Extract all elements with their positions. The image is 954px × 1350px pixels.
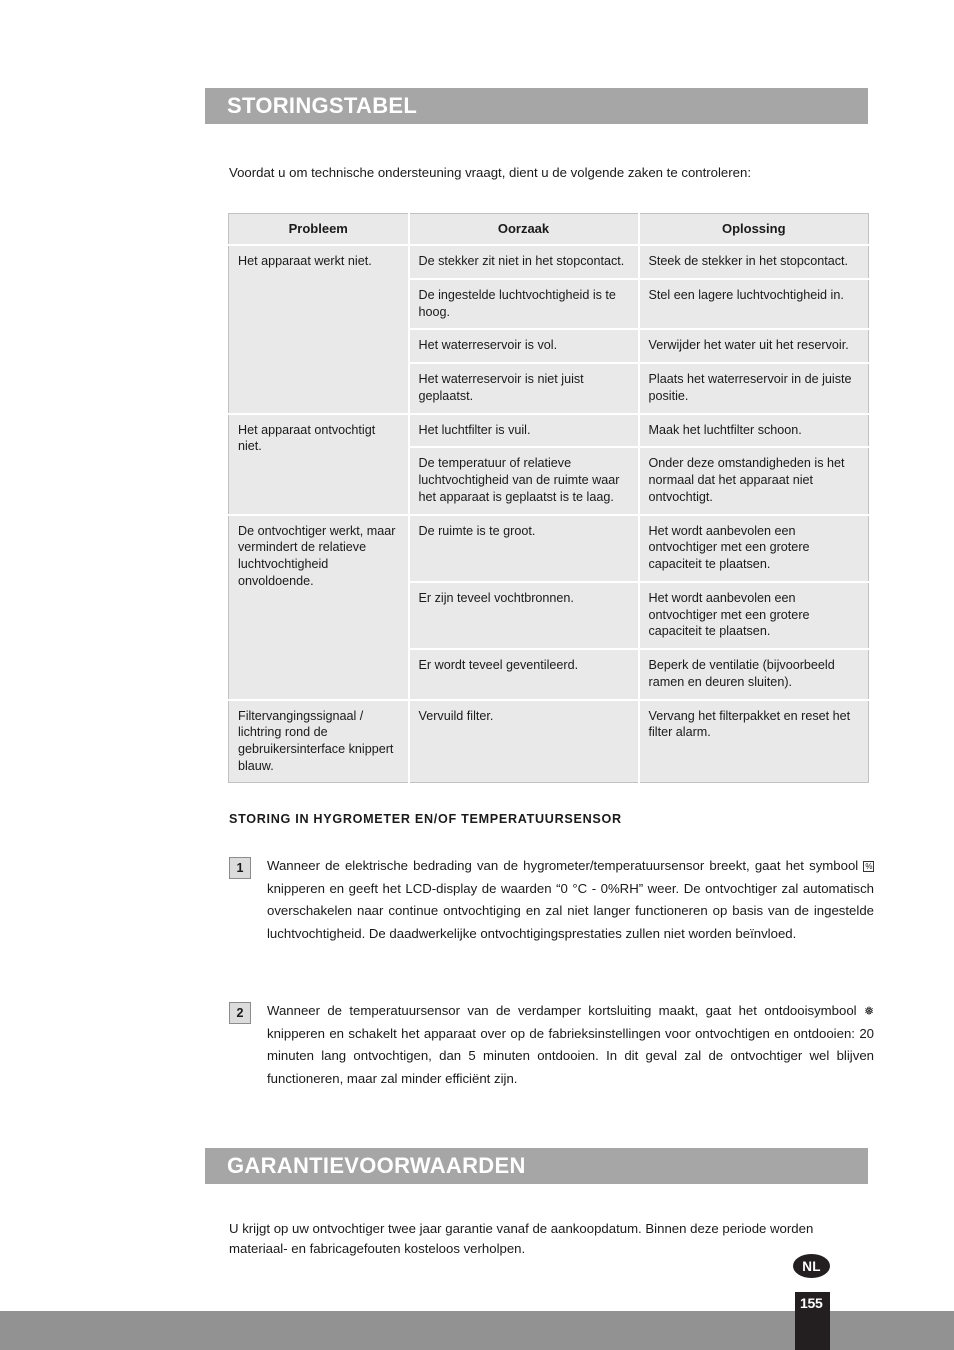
item-number-badge: 2 <box>229 1002 251 1024</box>
column-header-problem: Probleem <box>229 214 409 246</box>
table-row <box>229 245 869 279</box>
cell-problem: De ontvochtiger werkt, maar vermindert de relatieve luchtvochtigheid onvoldoende. <box>229 515 409 700</box>
cell-cause: Het luchtfilter is vuil. <box>409 414 639 448</box>
cell-solution: Steek de stekker in het stopcontact. <box>639 245 869 279</box>
cell-solution: Beperk de ventilatie (bijvoorbeeld ramen en deuren sluiten). <box>639 649 869 699</box>
cell-solution: Stel een lagere luchtvochtigheid in. <box>639 279 869 329</box>
column-header-solution: Oplossing <box>639 214 869 246</box>
table-row <box>229 414 869 448</box>
snowflake-defrost-icon: ❅ <box>863 1004 874 1018</box>
section-header-warranty <box>205 1148 868 1184</box>
cell-solution: Verwijder het water uit het reservoir. <box>639 329 869 363</box>
numbered-item-2 <box>229 1000 874 1091</box>
subsection-heading-sensor-failure: STORING IN HYGROMETER EN/OF TEMPERATUURSENSOR <box>229 812 622 826</box>
cell-cause: Er zijn teveel vochtbronnen. <box>409 582 639 649</box>
table-row <box>229 700 869 783</box>
item-number-badge: 1 <box>229 857 251 879</box>
cell-solution: Onder deze omstandigheden is het normaal dat het apparaat niet ontvochtigt. <box>639 447 869 514</box>
item-text-1 <box>267 855 874 946</box>
cell-solution: Maak het luchtfilter schoon. <box>639 414 869 448</box>
cell-cause: De ingestelde luchtvochtigheid is te hoog. <box>409 279 639 329</box>
table-row <box>229 515 869 582</box>
cell-problem: Het apparaat ontvochtigt niet. <box>229 414 409 515</box>
cell-cause: Het waterreservoir is niet juist geplaatst. <box>409 363 639 413</box>
item-text-after-glyph: knipperen en schakelt het apparaat over op de fabrieksinstellingen voor ontvochtigen en ontdooien: 20 minuten lang ontvochtigen, dan 5 minuten ontdooien. In dit geval zal de ontvochtiger wel blijven functioneren, maar zal minder efficiënt zijn. <box>267 1025 874 1087</box>
troubleshooting-table-wrap <box>228 213 868 783</box>
cell-cause: De ruimte is te groot. <box>409 515 639 582</box>
table-header-row <box>229 214 869 246</box>
cell-cause: Het waterreservoir is vol. <box>409 329 639 363</box>
cell-cause: Vervuild filter. <box>409 700 639 783</box>
troubleshooting-table <box>228 213 869 783</box>
cell-solution: Het wordt aanbevolen een ontvochtiger met een grotere capaciteit te plaatsen. <box>639 582 869 649</box>
page-number: 155 <box>800 1295 823 1311</box>
cell-solution: Vervang het filterpakket en reset het filter alarm. <box>639 700 869 783</box>
item-text-before-glyph: Wanneer de temperatuursensor van de verdamper kortsluiting maakt, gaat het ontdooisymbool <box>267 1003 864 1018</box>
section-title-troubleshooting: STORINGSTABEL <box>227 93 418 118</box>
cell-solution: Plaats het waterreservoir in de juiste positie. <box>639 363 869 413</box>
item-text-after-glyph: knipperen en geeft het LCD-display de waarden “0 °C - 0%RH” weer. De ontvochtiger zal automatisch overschakelen naar continue ontvochtiging en zal niet langer functioneren op basis van de ingestelde luchtvochtigheid. De daadwerkelijke ontvochtigingsprestaties zullen niet worden beïnvloed. <box>267 880 874 942</box>
cell-solution: Het wordt aanbevolen een ontvochtiger met een grotere capaciteit te plaatsen. <box>639 515 869 582</box>
numbered-item-1 <box>229 855 874 946</box>
cell-cause: Er wordt teveel geventileerd. <box>409 649 639 699</box>
cell-cause: De temperatuur of relatieve luchtvochtigheid van de ruimte waar het apparaat is geplaatst is te laag. <box>409 447 639 514</box>
column-header-cause: Oorzaak <box>409 214 639 246</box>
item-text-before-glyph: Wanneer de elektrische bedrading van de hygrometer/temperatuursensor breekt, gaat het symbool <box>267 858 864 873</box>
cell-cause: De stekker zit niet in het stopcontact. <box>409 245 639 279</box>
cell-problem: Filtervangingssignaal / lichtring rond de gebruikersinterface knippert blauw. <box>229 700 409 783</box>
section-header-troubleshooting <box>205 88 868 124</box>
cell-problem: Het apparaat werkt niet. <box>229 245 409 413</box>
language-badge-nl: NL <box>793 1254 830 1278</box>
item-text-2 <box>267 1000 874 1091</box>
hygrometer-symbol-icon: % <box>865 862 872 871</box>
page-number-tab <box>795 1292 830 1350</box>
intro-paragraph-troubleshooting: Voordat u om technische ondersteuning vraagt, dient u de volgende zaken te controleren: <box>229 165 751 180</box>
intro-paragraph-warranty: U krijgt op uw ontvochtiger twee jaar garantie vanaf de aankoopdatum. Binnen deze periode worden materiaal- en fabricagefouten kosteloos verholpen. <box>229 1221 814 1256</box>
section-title-warranty: GARANTIEVOORWAARDEN <box>227 1153 526 1178</box>
